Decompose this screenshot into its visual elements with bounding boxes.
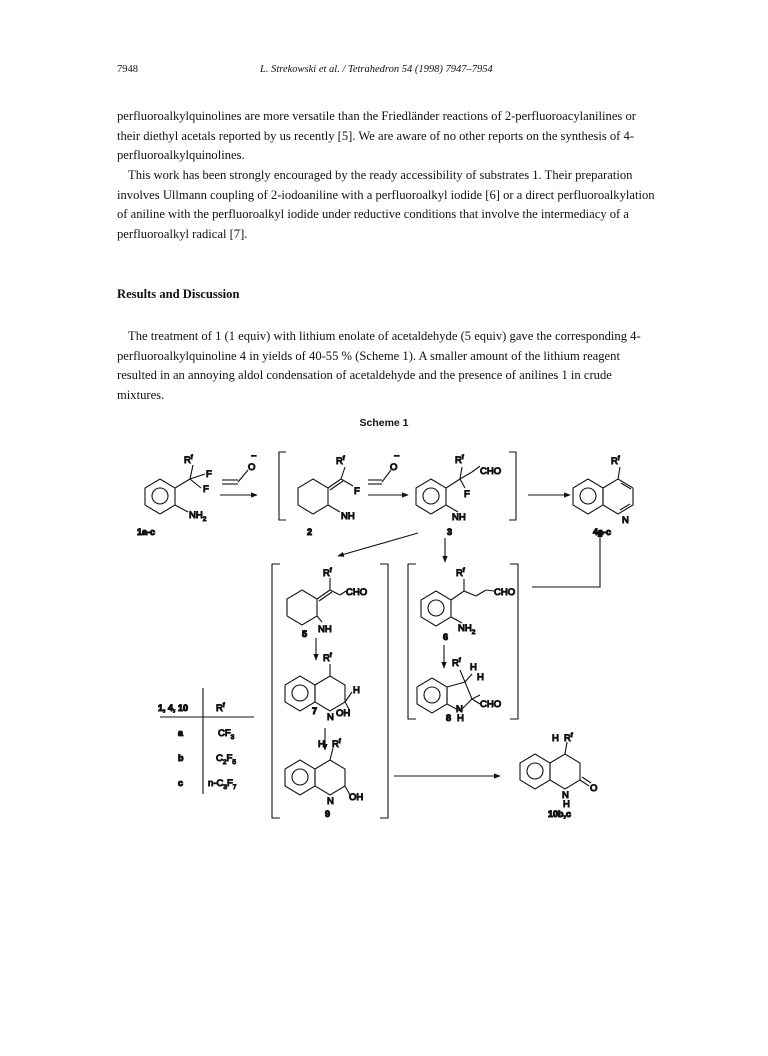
- atom-label: F: [203, 484, 209, 495]
- atom-label: H: [353, 685, 360, 696]
- atom-label: OH: [336, 708, 351, 719]
- compound-1-structure: [145, 465, 205, 514]
- charge-minus: −: [394, 451, 400, 462]
- atom-label: NH: [452, 512, 466, 523]
- atom-label: F: [206, 469, 212, 480]
- paragraph-substrates-text: This work has been strongly encouraged by the ready accessibility of substrates 1. Their preparation involves Ullmann coupling of 2-iodoaniline with a perfluoroalkyl iodide [6] or a direct perfluoroalkylation of aniline with the perfluoroalkyl iodide under reductive conditions that involve the intermediacy of a perfluoroalkyl radical [7].: [117, 168, 655, 241]
- enolate-reagent: [222, 470, 248, 484]
- atom-label: N: [327, 796, 334, 807]
- atom-label: $R^f$: [323, 652, 332, 664]
- atom-label: H: [563, 799, 570, 810]
- compound-label-10: 10b,c: [548, 809, 572, 819]
- running-head: L. Strekowski et al. / Tetrahedron 54 (1998) 7947–7954: [260, 64, 493, 75]
- atom-label: F: [464, 489, 470, 500]
- atom-label: CHO: [480, 466, 502, 477]
- enolate-reagent: [368, 470, 391, 484]
- atom-label: O: [590, 783, 598, 794]
- scheme-title: Scheme 1: [359, 417, 409, 429]
- table-header-group: $R^f$: [216, 702, 225, 714]
- table-row-label: b: [178, 753, 184, 763]
- paragraph-substrates: [117, 166, 657, 244]
- compound-label-8: 8: [446, 713, 452, 723]
- atom-label: $R^f$: [332, 738, 341, 750]
- compound-label-1: 1a-c: [137, 527, 156, 537]
- atom-label: O: [248, 462, 256, 473]
- compound-label-6: 6: [443, 632, 449, 642]
- paragraph-intro-end: perfluoroalkylquinolines are more versatile than the Friedländer reactions of 2-perfluoroacylanilines or their diethyl acetals reported by us recently [5]. We are aware of no other reports on the synthesis of 4-perfluoroalkylquinolines.: [117, 109, 636, 163]
- reaction-arrow: [338, 533, 418, 556]
- atom-label: CHO: [346, 587, 368, 598]
- compound-label-9: 9: [325, 809, 331, 819]
- atom-label: $R^f$: [455, 454, 464, 466]
- table-row-group: $C_2F_5$: [216, 753, 236, 766]
- atom-label: $R^f$: [611, 455, 620, 467]
- compound-2-structure: [298, 467, 353, 514]
- table-row-group: $n-C_3F_7$: [208, 778, 237, 791]
- atom-label: H: [477, 672, 484, 683]
- compound-3-structure: [416, 466, 480, 514]
- compound-6-structure: [421, 579, 494, 626]
- atom-label: NH: [341, 511, 355, 522]
- paragraph-results: [117, 327, 657, 405]
- atom-label: OH: [349, 792, 364, 803]
- compound-label-5: 5: [302, 629, 308, 639]
- bracket-path-5-7-9: [272, 564, 388, 818]
- atom-label: H: [470, 662, 477, 673]
- atom-label: CHO: [494, 587, 516, 598]
- intermediate-bracket: [279, 452, 516, 520]
- atom-label: $R^f$: [452, 657, 461, 669]
- charge-minus: −: [251, 451, 257, 462]
- atom-label: $R^f$: [336, 455, 345, 467]
- atom-label: NH: [318, 624, 332, 635]
- compound-label-3: 3: [447, 527, 453, 537]
- reaction-scheme: [0, 430, 768, 830]
- atom-label: N: [327, 712, 334, 723]
- page-number: 7948: [117, 64, 138, 75]
- table-row-label: a: [178, 728, 184, 738]
- atom-label: H: [318, 739, 325, 750]
- atom-label: F: [354, 486, 360, 497]
- atom-label: $R^f$: [564, 732, 573, 744]
- atom-label: $R^f$: [323, 567, 332, 579]
- atom-label: H: [457, 713, 464, 724]
- atom-label: $R^f$: [456, 567, 465, 579]
- compound-label-7: 7: [312, 706, 318, 716]
- atom-label: $R^f$: [184, 454, 193, 466]
- atom-label: CHO: [480, 699, 502, 710]
- paragraph-results-text: The treatment of 1 (1 equiv) with lithium enolate of acetaldehyde (5 equiv) gave the corresponding 4-perfluoroalkylquinoline 4 in yields of 40-55 % (Scheme 1). A smaller amount of the lithium reagent resulted in an annoying aldol condensation of acetaldehyde and the presence of anilines 1 in crude mixtures.: [117, 329, 641, 402]
- reaction-arrow: [532, 531, 600, 587]
- atom-label: H: [552, 733, 559, 744]
- atom-label: N: [622, 515, 629, 526]
- section-heading: Results and Discussion: [117, 287, 240, 301]
- atom-label: N: [456, 704, 463, 715]
- atom-label: N: [562, 790, 569, 801]
- table-header-compounds: 1, 4, 10: [158, 703, 189, 713]
- table-row-group: $CF_3$: [218, 728, 235, 741]
- compound-label-4: 4a-c: [593, 527, 612, 537]
- atom-label: O: [390, 462, 398, 473]
- compound-10-structure: [520, 742, 591, 789]
- compound-8-structure: [417, 670, 480, 713]
- compound-5-structure: [287, 578, 346, 625]
- compound-4-structure: [573, 467, 633, 514]
- atom-label: $NH_2$: [189, 510, 207, 523]
- table-row-label: c: [178, 778, 184, 788]
- compound-7-structure: [285, 664, 352, 711]
- compound-9-structure: [285, 748, 350, 795]
- atom-label: $NH_2$: [458, 623, 476, 636]
- compound-label-2: 2: [307, 527, 313, 537]
